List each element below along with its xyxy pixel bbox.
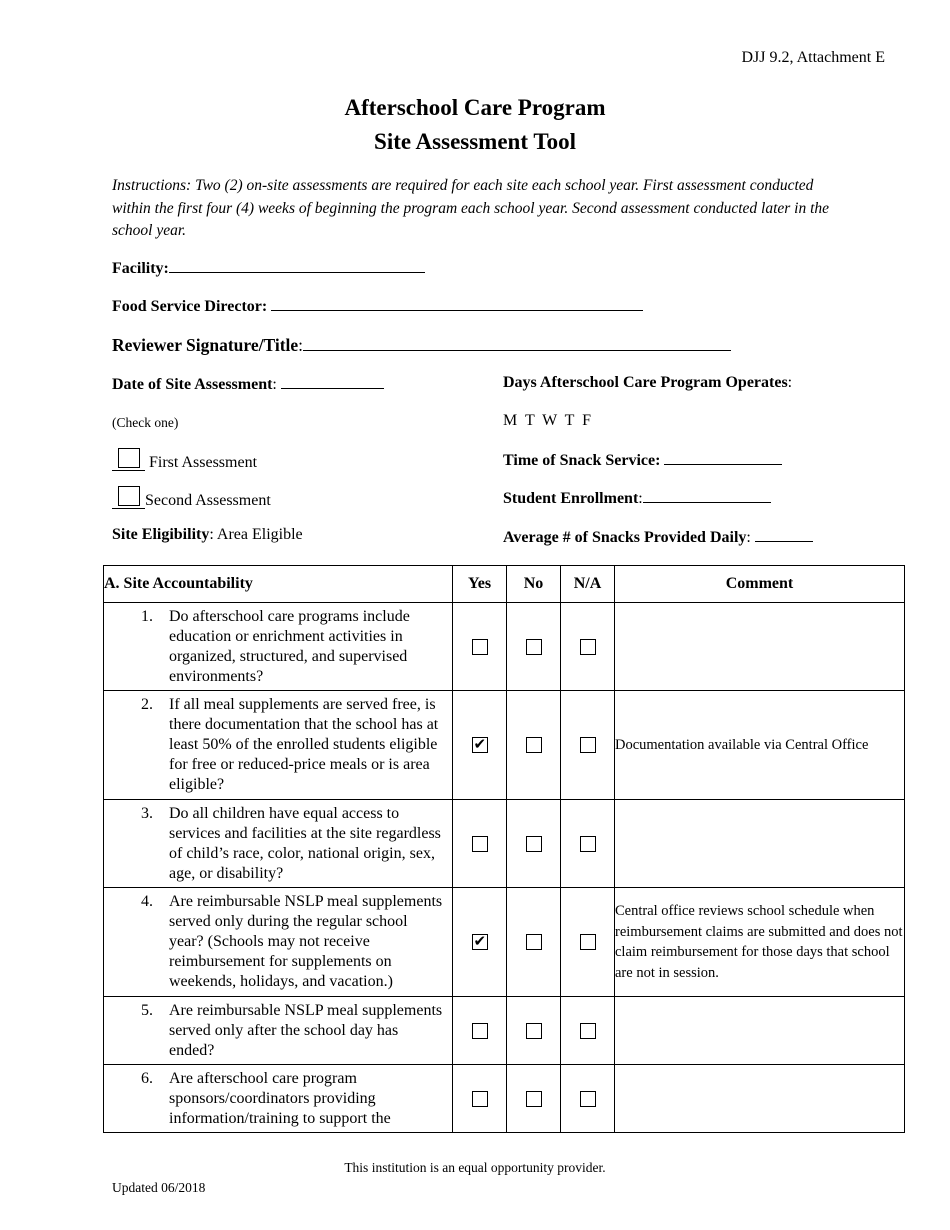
na-column-header: N/A <box>561 566 615 603</box>
no-checkbox[interactable] <box>526 1023 542 1039</box>
table-row <box>104 888 905 997</box>
second-assessment-option <box>112 487 271 510</box>
check-one-note: (Check one) <box>112 415 179 430</box>
snack-time-field <box>503 450 782 470</box>
question-text: Do all children have equal access to services and facilities at the site regardless of child’s race, color, national origin, sex, age, or disability? <box>169 804 441 882</box>
no-column-header: No <box>507 566 561 603</box>
food-director-label: Food Service Director: <box>112 298 268 315</box>
na-checkbox[interactable] <box>580 836 596 852</box>
page-title: Afterschool Care Program <box>344 95 606 120</box>
question-number: 6. <box>141 1069 153 1087</box>
yes-checkbox[interactable] <box>472 639 488 655</box>
enrollment-label: Student Enrollment <box>503 490 639 507</box>
days-operates-label: Days Afterschool Care Program Operates <box>503 374 788 391</box>
facility-label: Facility: <box>112 260 169 277</box>
question-text: Are reimbursable NSLP meal supplements served only after the school day has ended? <box>169 1001 443 1059</box>
comment-cell[interactable]: Documentation available via Central Office <box>615 691 905 800</box>
comment-cell[interactable] <box>615 997 905 1065</box>
reviewer-input-line[interactable] <box>303 336 731 351</box>
na-checkbox[interactable] <box>580 737 596 753</box>
enrollment-field: Student Enrollment: <box>503 488 771 508</box>
enrollment-input-line[interactable] <box>643 488 771 503</box>
question-text: If all meal supplements are served free, is there documentation that the school has at least 50% of the enrolled students eligible for free or reduced-price meals or is area eligible? <box>169 696 439 793</box>
instructions-text: Instructions: Two (2) on-site assessments are required for each site each school year. First assessment conducted within the first four (4) weeks of beginning the program each school year. Second assessment conducted later in the school year. <box>112 177 830 239</box>
section-title: A. Site Accountability <box>104 566 453 603</box>
facility-input-line[interactable] <box>169 258 425 273</box>
days-operates-field: Days Afterschool Care Program Operates: <box>503 374 793 391</box>
no-checkbox[interactable] <box>526 1091 542 1107</box>
yes-checkbox[interactable] <box>472 1023 488 1039</box>
site-accountability-table <box>103 565 905 1133</box>
updated-date: Updated 06/2018 <box>112 1180 206 1195</box>
yes-checkbox[interactable] <box>472 934 488 950</box>
question-number: 2. <box>141 696 153 713</box>
question-number: 1. <box>141 607 153 625</box>
reviewer-label: Reviewer Signature/Title <box>112 335 299 355</box>
reviewer-field: Reviewer Signature/Title: <box>112 335 731 356</box>
na-checkbox[interactable] <box>580 639 596 655</box>
site-eligibility-value: : Area Eligible <box>209 526 303 543</box>
second-assessment-checkbox[interactable] <box>118 486 140 506</box>
no-checkbox[interactable] <box>526 737 542 753</box>
site-eligibility-label: Site Eligibility <box>112 526 210 543</box>
yes-column-header: Yes <box>453 566 507 603</box>
no-checkbox[interactable] <box>526 934 542 950</box>
question-text: Do afterschool care programs include education or enrichment activities in organized, structured, and supervised environments? <box>169 607 410 685</box>
first-assessment-checkbox[interactable] <box>118 448 140 468</box>
page-subtitle: Site Assessment Tool <box>374 129 576 154</box>
equal-opportunity-statement: This institution is an equal opportunity provider. <box>344 1160 606 1175</box>
first-assessment-label: First Assessment <box>149 454 258 471</box>
table-row <box>104 800 905 888</box>
question-text: Are reimbursable NSLP meal supplements served only during the regular school year? (Schools may not receive reimbursement for supplements on weekends, holidays, and vacation.) <box>169 893 443 990</box>
comment-column-header: Comment <box>615 566 905 603</box>
snack-time-label: Time of Snack Service: <box>503 452 661 469</box>
assessment-date-input-line[interactable] <box>281 374 384 389</box>
assessment-date-label: Date of Site Assessment <box>112 376 273 393</box>
na-checkbox[interactable] <box>580 1091 596 1107</box>
food-director-input-line[interactable] <box>271 296 643 311</box>
table-row <box>104 691 905 800</box>
second-assessment-label: Second Assessment <box>145 492 271 509</box>
table-header-row <box>104 566 905 603</box>
days-operates-value: M T W T F <box>503 412 592 429</box>
check-mark-icon: ✔ <box>473 735 487 754</box>
comment-cell[interactable]: Central office reviews school schedule when reimbursement claims are submitted and does not claim reimbursement for those days that school are not in session. <box>615 888 905 997</box>
na-checkbox[interactable] <box>580 1023 596 1039</box>
no-checkbox[interactable] <box>526 639 542 655</box>
snack-time-input-line[interactable] <box>664 450 782 465</box>
na-checkbox[interactable] <box>580 934 596 950</box>
yes-checkbox[interactable] <box>472 836 488 852</box>
facility-field <box>112 258 425 278</box>
assessment-date-field: Date of Site Assessment: <box>112 374 384 394</box>
check-mark-icon: ✔ <box>473 932 487 951</box>
site-eligibility-field <box>112 526 303 544</box>
avg-snacks-input-line[interactable] <box>755 527 813 542</box>
food-director-field <box>112 296 643 316</box>
question-text: Are afterschool care program sponsors/coordinators providing information/training to support the <box>169 1069 391 1127</box>
comment-cell[interactable] <box>615 1065 905 1133</box>
yes-checkbox[interactable] <box>472 737 488 753</box>
table-row <box>104 603 905 691</box>
table-row <box>104 1065 905 1133</box>
comment-cell[interactable] <box>615 800 905 888</box>
question-number: 4. <box>141 893 153 910</box>
document-reference: DJJ 9.2, Attachment E <box>741 49 885 66</box>
avg-snacks-label: Average # of Snacks Provided Daily <box>503 529 747 546</box>
avg-snacks-field: Average # of Snacks Provided Daily: <box>503 527 813 547</box>
table-row <box>104 997 905 1065</box>
comment-cell[interactable] <box>615 603 905 691</box>
question-number: 5. <box>141 1001 153 1019</box>
yes-checkbox[interactable] <box>472 1091 488 1107</box>
no-checkbox[interactable] <box>526 836 542 852</box>
question-number: 3. <box>141 804 153 822</box>
first-assessment-option <box>112 449 257 472</box>
